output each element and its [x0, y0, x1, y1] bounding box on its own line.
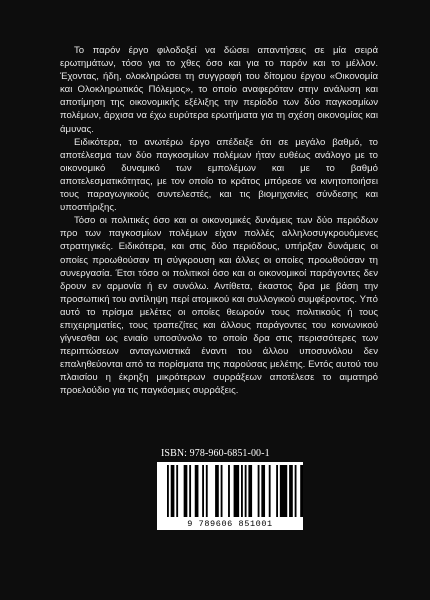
blurb-paragraph-3: Τόσο οι πολιτικές όσο και οι οικονομικές δυνάμεις των δύο περιόδων προ των παγκοσμίων πολέμων είχαν πολλές αλληλοσυγκρουόμενες στρατηγικές. Ειδικότερα, και στις δύο περιόδους, υπήρξαν δυνάμεις οι οποίες προωθούσαν τη σύγκρουση και άλλες οι οποίες προωθούσαν τη συνεργασία. Έτσι τόσο οι πολιτικοί όσο και οι οικονομικοί παράγοντες δεν δρουν εν αρμονία ή εν συνόλω. Αντίθετα, έκαστος δρα με βάση την προσωπική του αντίληψη περί ατομικού και συλλογικού συμφέροντος. Υπό αυτό το πρίσμα μελέτες οι οποίες θεωρούν τους πολιτικούς ή τους επιχειρηματίες, τους τραπεζίτες και άλλους παράγοντες του κοινωνικού γίγνεσθαι ως ενιαίο υποσύνολο το οποίο δρα στις περισσότερες των περιπτώσεων ανταγωνιστικά έναντι του άλλου υποσυνόλου δεν επαληθεύονται από τα πορίσματα της παρούσας μελέτης. Εντός αυτού του πλαισίου η έκρηξη μικρότερων συρράξεων αποτέλεσε το αιματηρό προελούδιο για τις παγκόσμιες συρράξεις.	[60, 215, 378, 397]
barcode-bars	[157, 462, 303, 520]
barcode-bar	[215, 465, 219, 517]
isbn-label: ISBN: 978-960-6851-00-1	[161, 448, 270, 459]
barcode-digits: 9 789606 851001	[187, 519, 273, 529]
barcode-bar	[241, 465, 243, 517]
barcode-bar	[280, 465, 287, 517]
barcode-bar	[195, 465, 199, 517]
barcode-bar	[261, 465, 265, 517]
barcode-bar	[206, 465, 208, 517]
barcode-bar	[184, 465, 188, 517]
barcode-bar	[167, 465, 169, 517]
barcode-bar	[228, 465, 230, 517]
barcode-bar	[234, 465, 240, 517]
barcode-bar	[221, 465, 223, 517]
barcode-bar	[202, 465, 204, 517]
barcode-bar	[176, 465, 178, 517]
barcode-bar	[189, 465, 191, 517]
barcode-bar	[245, 465, 247, 517]
blurb-paragraph-1: Το παρόν έργο φιλοδοξεί να δώσει απαντήσεις σε μία σειρά ερωτημάτων, τόσο για το χθες όσο και για το παρόν και το μέλλον. Έχοντας, ήδη, ολοκληρώσει τη συγγραφή του δίτομου έργου «Οικονομία και Ολοκληρωτικός Πόλεμος», το οποίο αναφερόταν στην ανάλυση και αποτίμηση της οικονομικής εξέλιξης την περίοδο των δύο παγκοσμίων πολέμων, άρχισα να έχω ευρύτερα ερωτήματα για τη σχέση οικονομίας και άμυνας.	[60, 45, 378, 135]
barcode-bar	[276, 465, 278, 517]
barcode-bar	[171, 465, 175, 517]
back-cover-blurb	[60, 44, 378, 398]
barcode-bar	[300, 465, 303, 517]
barcode-bar	[289, 465, 293, 517]
barcode-bar	[258, 465, 260, 517]
barcode-bar	[269, 465, 271, 517]
barcode-bar	[248, 465, 252, 517]
blurb-paragraph-2: Ειδικότερα, το ανωτέρω έργο απέδειξε ότι σε μεγάλο βαθμό, το αποτέλεσμα των δύο παγκοσμίων πολέμων ήταν ευθέως ανάλογο με το οικονομικό δυναμικό των εμπολέμων και με το βαθμό αποτελεσματικότητας, με τον οποίο το κράτος μπόρεσε να κινητοποιήσει τους παραγωγικούς συντελεστές, και τις βιομηχανίες σύνδεσης και υποστήριξης.	[60, 136, 378, 214]
barcode-bar	[295, 465, 297, 517]
isbn-barcode	[157, 462, 303, 530]
